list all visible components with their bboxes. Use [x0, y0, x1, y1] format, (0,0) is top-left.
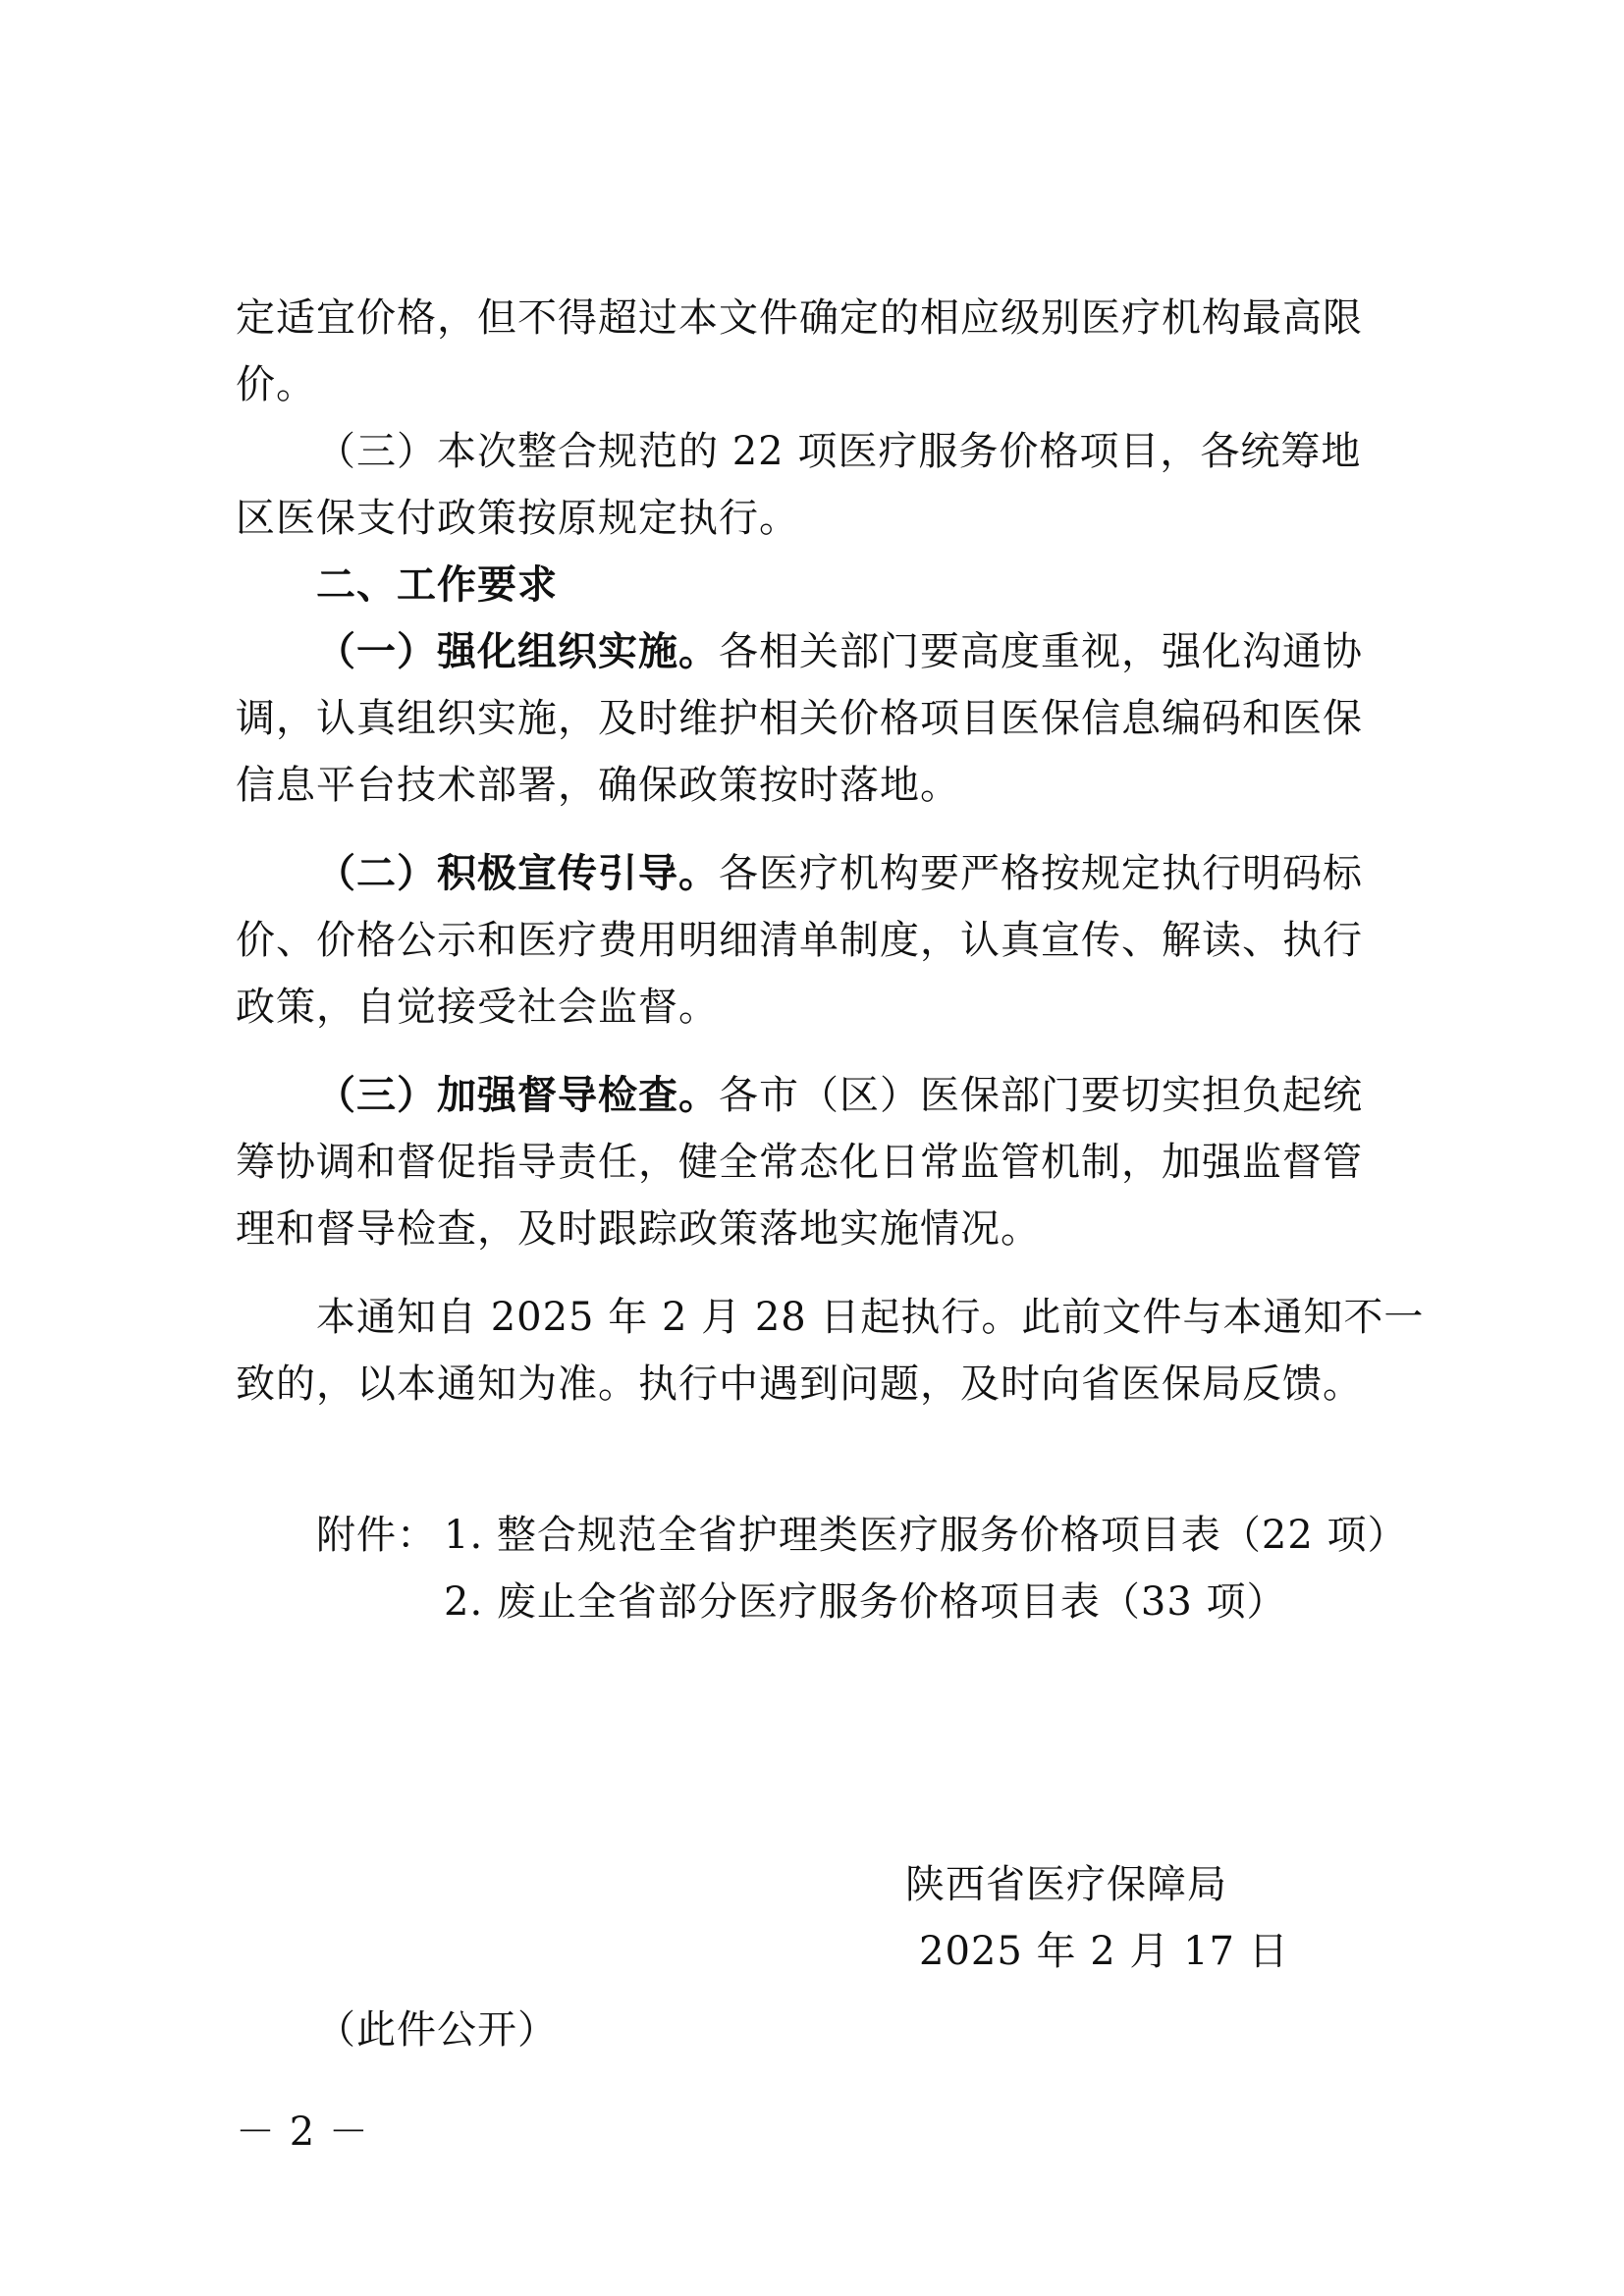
paragraph-line: 本通知自 2025 年 2 月 28 日起执行。此前文件与本通知不一 — [316, 1295, 1425, 1340]
paragraph-line: 区医保支付政策按原规定执行。 — [236, 496, 799, 541]
attachment-item: 1. 整合规范全省护理类医疗服务价格项目表（22 项） — [444, 1513, 1408, 1558]
paragraph-line: 致的，以本通知为准。执行中遇到问题，及时向省医保局反馈。 — [236, 1362, 1363, 1407]
attachment-label: 附件： — [316, 1513, 437, 1558]
issue-date: 2025 年 2 月 17 日 — [919, 1929, 1289, 1974]
paragraph-text: 各医疗机构要严格按规定执行明码标 — [719, 851, 1363, 896]
disclosure-note: （此件公开） — [316, 2007, 558, 2053]
paragraph-line: 定适宜价格，但不得超过本文件确定的相应级别医疗机构最高限 — [236, 295, 1363, 341]
subheading-lead: （一）强化组织实施。 — [316, 629, 719, 674]
paragraph-line: 信息平台技术部署，确保政策按时落地。 — [236, 763, 960, 808]
paragraph-line: 价、价格公示和医疗费用明细清单制度，认真宣传、解读、执行 — [236, 918, 1363, 963]
subheading-lead: （二）积极宣传引导。 — [316, 851, 719, 896]
attachment-item: 2. 废止全省部分医疗服务价格项目表（33 项） — [444, 1579, 1287, 1625]
section-heading: 二、工作要求 — [316, 562, 558, 608]
issuing-organization: 陕西省医疗保障局 — [905, 1862, 1227, 1907]
paragraph-line: 调，认真组织实施，及时维护相关价格项目医保信息编码和医保 — [236, 696, 1363, 741]
page-number: － 2 － — [236, 2109, 369, 2155]
paragraph-text: 各市（区）医保部门要切实担负起统 — [719, 1073, 1363, 1118]
paragraph-line: 理和督导检查，及时跟踪政策落地实施情况。 — [236, 1206, 1041, 1252]
paragraph-line: 价。 — [236, 362, 316, 407]
paragraph-line: 政策，自觉接受社会监督。 — [236, 985, 719, 1030]
paragraph-text: 各相关部门要高度重视，强化沟通协 — [719, 629, 1363, 674]
paragraph-line — [316, 850, 1363, 897]
paragraph-line — [316, 1072, 1363, 1119]
subheading-lead: （三）加强督导检查。 — [316, 1073, 719, 1118]
paragraph-line — [316, 628, 1363, 675]
paragraph-line: （三）本次整合规范的 22 项医疗服务价格项目，各统筹地 — [316, 429, 1362, 474]
paragraph-line: 筹协调和督促指导责任，健全常态化日常监管机制，加强监督管 — [236, 1140, 1363, 1185]
